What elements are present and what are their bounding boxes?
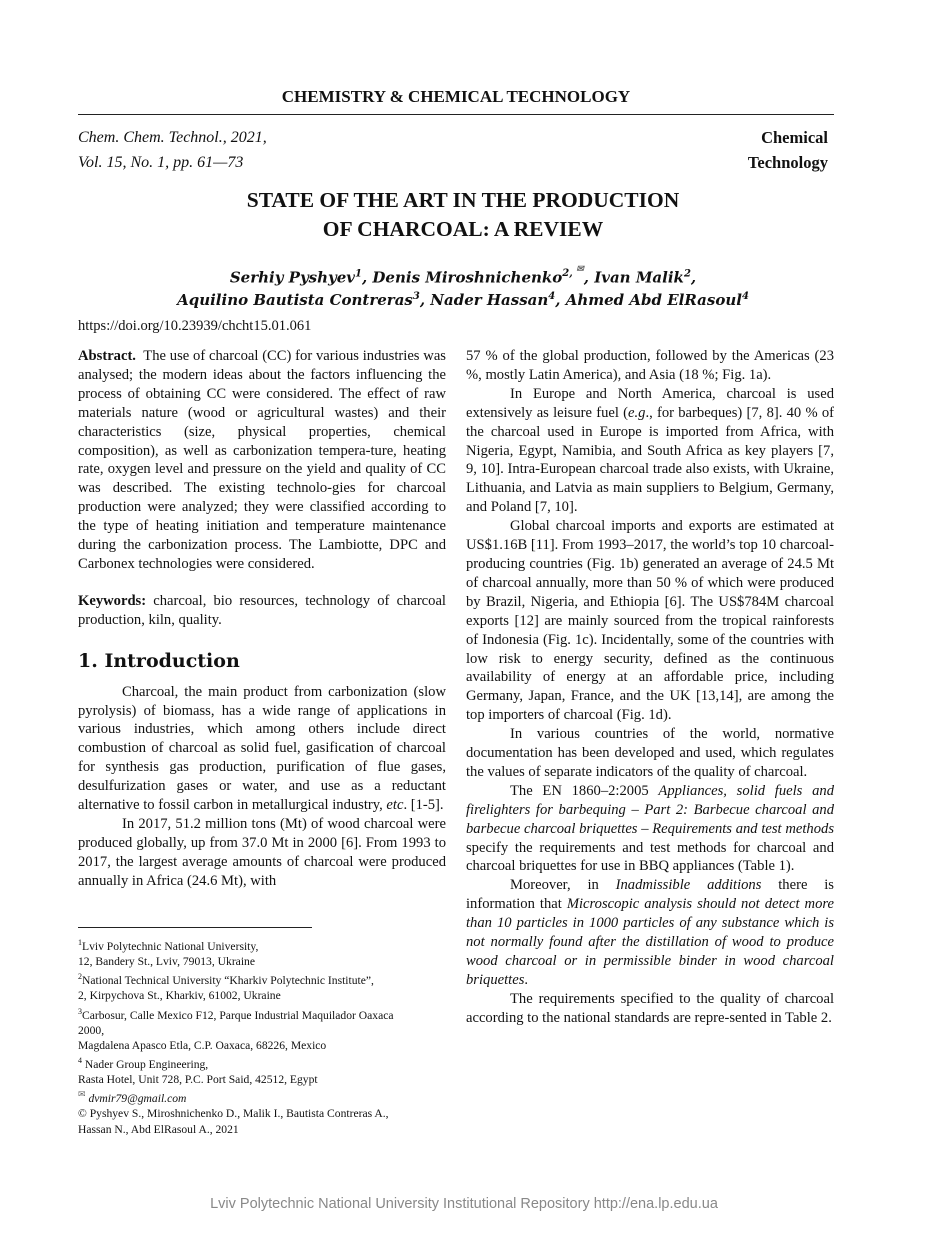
copyright-line: Hassan N., Abd ElRasoul A., 2021 [78, 1122, 239, 1136]
paragraph: The EN 1860–2:2005 Appliances, solid fuels and firelighters for barbequing – Part 2: Barbecue charcoal and barbecue charcoal briquettes – Requirements and test methods specify the requirements and test methods for charcoal and charcoal briquettes for use in BBQ appliances (Table 1). [466, 782, 834, 875]
affiliation-mark: 4 [741, 291, 749, 303]
footnotes [78, 935, 446, 1137]
journal-name-line: Chemical [761, 128, 828, 147]
author-name: Ahmed Abd ElRasoul [565, 291, 742, 310]
affiliation-mark: 2, ✉ [562, 265, 584, 280]
author-line: Aquilino Bautista Contreras$^3$, Nader Hassan$^4$, Ahmed Abd ElRasoul$^4$ [177, 291, 749, 310]
citation-line: Vol. 15, No. 1, pp. 61—73 [78, 154, 244, 171]
affiliation-mark: 2 [683, 268, 691, 280]
mail-icon: ✉ [78, 1089, 86, 1100]
email-line [78, 1087, 446, 1106]
citation-block [78, 125, 267, 175]
paragraph: 57 % of the global production, followed by the Americas (23 %, mostly Latin America), and Asia (18 %; Fig. 1a). [466, 348, 834, 383]
affiliation-mark: 4 [548, 291, 556, 303]
paragraph: In various countries of the world, normative documentation has been developed and used, which regulates the values of separate indicators of the quality of charcoal. [466, 726, 834, 780]
footnote-line: $^3$Carbosur, Calle Mexico F12, Parque Industrial Maquilador Oaxaca [78, 1006, 394, 1022]
footnote-line: 12, Bandery St., Lviv, 79013, Ukraine [78, 955, 255, 969]
footnote-line: Rasta Hotel, Unit 728, P.C. Port Said, 42512, Egypt [78, 1073, 318, 1087]
author-line: Serhiy Pyshyev$^1$, Denis Miroshnichenko$^{2, ✉}$, Ivan Malik$^2$, [229, 265, 697, 287]
left-column [78, 347, 446, 891]
email-link[interactable]: dvmir79@gmail.com [88, 1092, 187, 1106]
citation-line: Chem. Chem. Technol., 2021, [78, 129, 267, 146]
footnote-divider [78, 927, 312, 928]
footnote-line: 2, Kirpychova St., Kharkiv, 61002, Ukraine [78, 989, 281, 1003]
paper-title [78, 186, 848, 244]
abstract [78, 347, 446, 574]
journal-section-header: CHEMISTRY & CHEMICAL TECHNOLOGY [281, 87, 631, 106]
title-line: OF CHARCOAL: A REVIEW [322, 217, 604, 241]
abstract-label: Abstract. [78, 348, 136, 364]
author-list [78, 260, 848, 310]
paragraph: The requirements specified to the quality of charcoal according to the national standards are repre-sented in Table 2. [466, 990, 834, 1026]
section-heading: 1. Introduction [78, 649, 240, 672]
abstract-text: The use of charcoal (CC) for various industries was analysed; the modern ideas about the factors influencing the process of obtaining CC were considered. The effect of raw materials nature (wood or agricultural wastes) and their characteristics (size, physical properties, chemical composition), as well as carbonization tempera-ture, heating rate, oxygen level and pressure on the yield and quality of CC was described. The existing technolo-gies for charcoal production were analyzed; they were classified according to the type of heating initiation and temperature maintenance during the carbonization process. The Lambiotte, DPC and Carbonex technologies were considered. [78, 348, 446, 572]
affiliation-mark: 3 [412, 291, 420, 303]
journal-name [748, 125, 828, 175]
keywords [78, 592, 446, 630]
author-name: Nader Hassan [430, 291, 549, 310]
paragraph: In Europe and North America, charcoal is used extensively as leisure fuel (e.g., for barbeques) [7, 8]. 40 % of the charcoal used in Europe is imported from Africa, with Nigeria, Egypt, Namibia, and South Africa as key players [7, 9, 10]. Intra-European charcoal trade also exists, with Ukraine, Lithuania, and Latvia as main suppliers to Belgium, Germany, and Poland [7, 10]. [466, 385, 834, 516]
author-name: Aquilino Bautista Contreras [177, 291, 413, 310]
keywords-text: charcoal, bio resources, technology of charcoal production, kiln, quality. [78, 592, 446, 628]
author-name: Serhiy Pyshyev [229, 268, 355, 287]
mail-icon: ✉ [576, 265, 584, 275]
repository-footer: Lviv Polytechnic National University Institutional Repository http://ena.lp.edu.ua [210, 1196, 718, 1212]
footnote-line: $^4$ Nader Group Engineering, [78, 1056, 209, 1071]
journal-name-line: Technology [747, 153, 828, 172]
right-column [466, 347, 834, 1028]
paragraph: In 2017, 51.2 million tons (Mt) of wood charcoal were produced globally, up from 37.0 Mt in 2000 [6]. From 1993 to 2017, the largest average amounts of charcoal were produced annually in Africa (24.6 Mt), with [78, 815, 446, 889]
author-name: Denis Miroshnichenko [372, 268, 563, 287]
author-name: Ivan Malik [594, 268, 684, 287]
title-line: STATE OF THE ART IN THE PRODUCTION [246, 188, 680, 212]
copyright-line: © Pyshyev S., Miroshnichenko D., Malik I., Bautista Contreras A., [78, 1107, 389, 1121]
paragraph: Global charcoal imports and exports are estimated at US$1.16B [11]. From 1993–2017, the world’s top 10 charcoal-producing countries (Fig. 1b) generated an average of 24.5 Mt of charcoal annually, more than 50 % of which were produced by Brazil, Nigeria, and Ethiopia [6]. The US$784M charcoal exports [12] are mainly sourced from the tropical rainforests of Indonesia (Fig. 1c). Incidentally, some of the countries with low risk to energy security, defined as the continuous availability of energy at an affordable price, including Germany, Japan, France, and the UK [13,14], are among the top importers of charcoal (Fig. 1d). [466, 518, 834, 724]
header-divider [78, 114, 834, 115]
paragraph: Moreover, in Inadmissible additions there is information that Microscopic analysis should not detect more than 10 particles in 1000 particles of any substance which is not normally found after the distillation of wood to produce wood charcoal or in permissible binder in wood charcoal briquettes. [466, 877, 835, 988]
keywords-label: Keywords: [78, 592, 147, 609]
affiliation-mark: 1 [355, 268, 362, 280]
footnote-line: Magdalena Apasco Etla, C.P. Oaxaca, 68226, Mexico [78, 1038, 327, 1052]
footnote-line: $^2$National Technical University “Kharkiv Polytechnic Institute”, [78, 972, 374, 988]
paragraph: Charcoal, the main product from carbonization (slow pyrolysis) of biomass, has a wide range of applications in various industries, which among others include direct combustion of charcoal as solid fuel, gasification of charcoal for synthesis gas production, purification of flue gases, desulfurization gases or water, and use as a reductant alternative to fossil carbon in metallurgical industry, etc. [1-5]. [78, 683, 446, 814]
footnote-line: $^1$Lviv Polytechnic National University, [78, 938, 259, 953]
doi-link[interactable]: https://doi.org/10.23939/chcht15.01.061 [78, 318, 312, 334]
footnote-line: 2000, [78, 1023, 105, 1037]
